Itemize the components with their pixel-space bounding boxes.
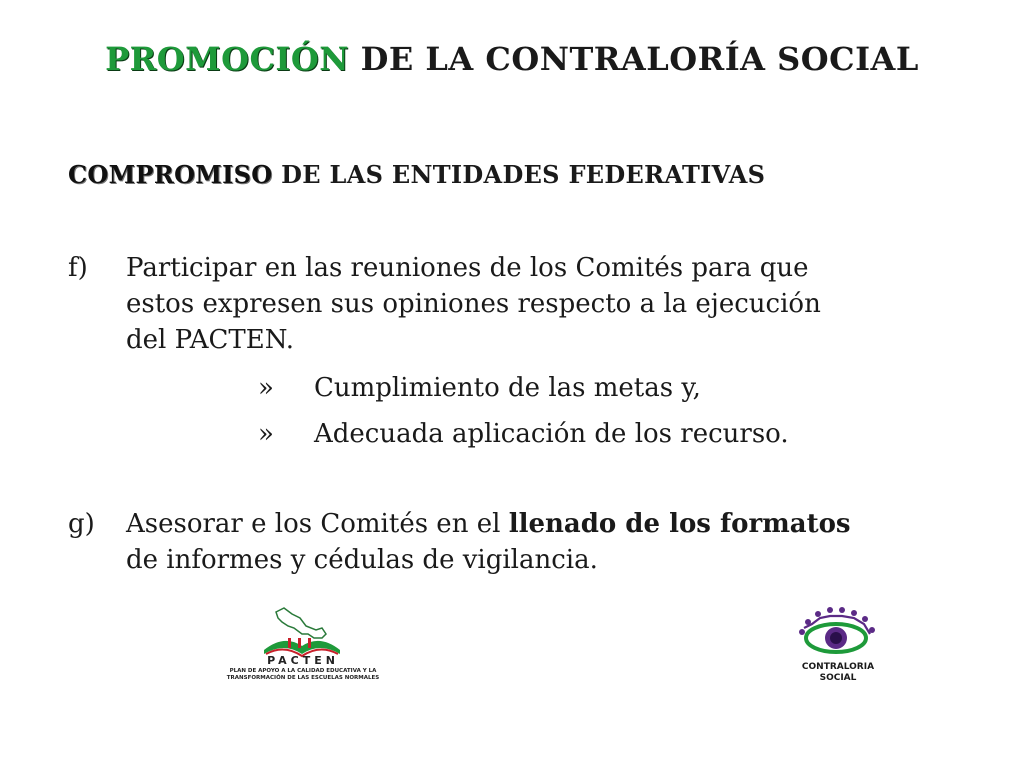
item-line-bold: llenado de los formatos <box>508 509 851 539</box>
item-line: del PACTEN. <box>126 325 295 355</box>
title-rest: DE LA CONTRALORÍA SOCIAL <box>349 40 919 78</box>
contraloria-caption <box>790 662 886 684</box>
contraloria-social-logo <box>790 604 886 688</box>
pacten-logo <box>218 604 388 688</box>
pacten-name: PACTEN <box>267 654 339 667</box>
bullet-marker: » <box>258 373 274 403</box>
contraloria-caption-line: CONTRALORIA <box>801 662 875 672</box>
item-text <box>126 506 976 578</box>
pacten-caption <box>218 668 388 682</box>
item-letter: g) <box>68 509 95 539</box>
contraloria-caption-line: SOCIAL <box>819 673 857 683</box>
item-line: de informes y cédulas de vigilancia. <box>126 545 598 575</box>
subtitle-highlight: COMPROMISO <box>68 160 273 189</box>
pacten-caption-line: TRANSFORMACIÓN DE LAS ESCUELAS NORMALES <box>226 675 380 681</box>
item-line <box>126 506 976 542</box>
slide-title <box>0 40 1024 78</box>
item-line: estos expresen sus opiniones respecto a la ejecución <box>126 289 821 319</box>
bullet-marker: » <box>258 419 274 449</box>
section-subtitle <box>68 160 765 189</box>
item-line: Participar en las reuniones de los Comités para que <box>126 253 809 283</box>
item-letter: f) <box>68 253 88 283</box>
bullet-text: Cumplimiento de las metas y, <box>314 373 701 403</box>
item-line-pre: Asesorar e los Comités en el <box>126 509 509 539</box>
subtitle-rest: DE LAS ENTIDADES FEDERATIVAS <box>272 160 766 189</box>
eye-people-icon <box>790 604 886 664</box>
pacten-caption-line: PLAN DE APOYO A LA CALIDAD EDUCATIVA Y LA <box>229 668 377 674</box>
item-text <box>126 250 976 358</box>
title-highlight: PROMOCIÓN <box>105 40 349 78</box>
bullet-text: Adecuada aplicación de los recurso. <box>314 419 789 449</box>
